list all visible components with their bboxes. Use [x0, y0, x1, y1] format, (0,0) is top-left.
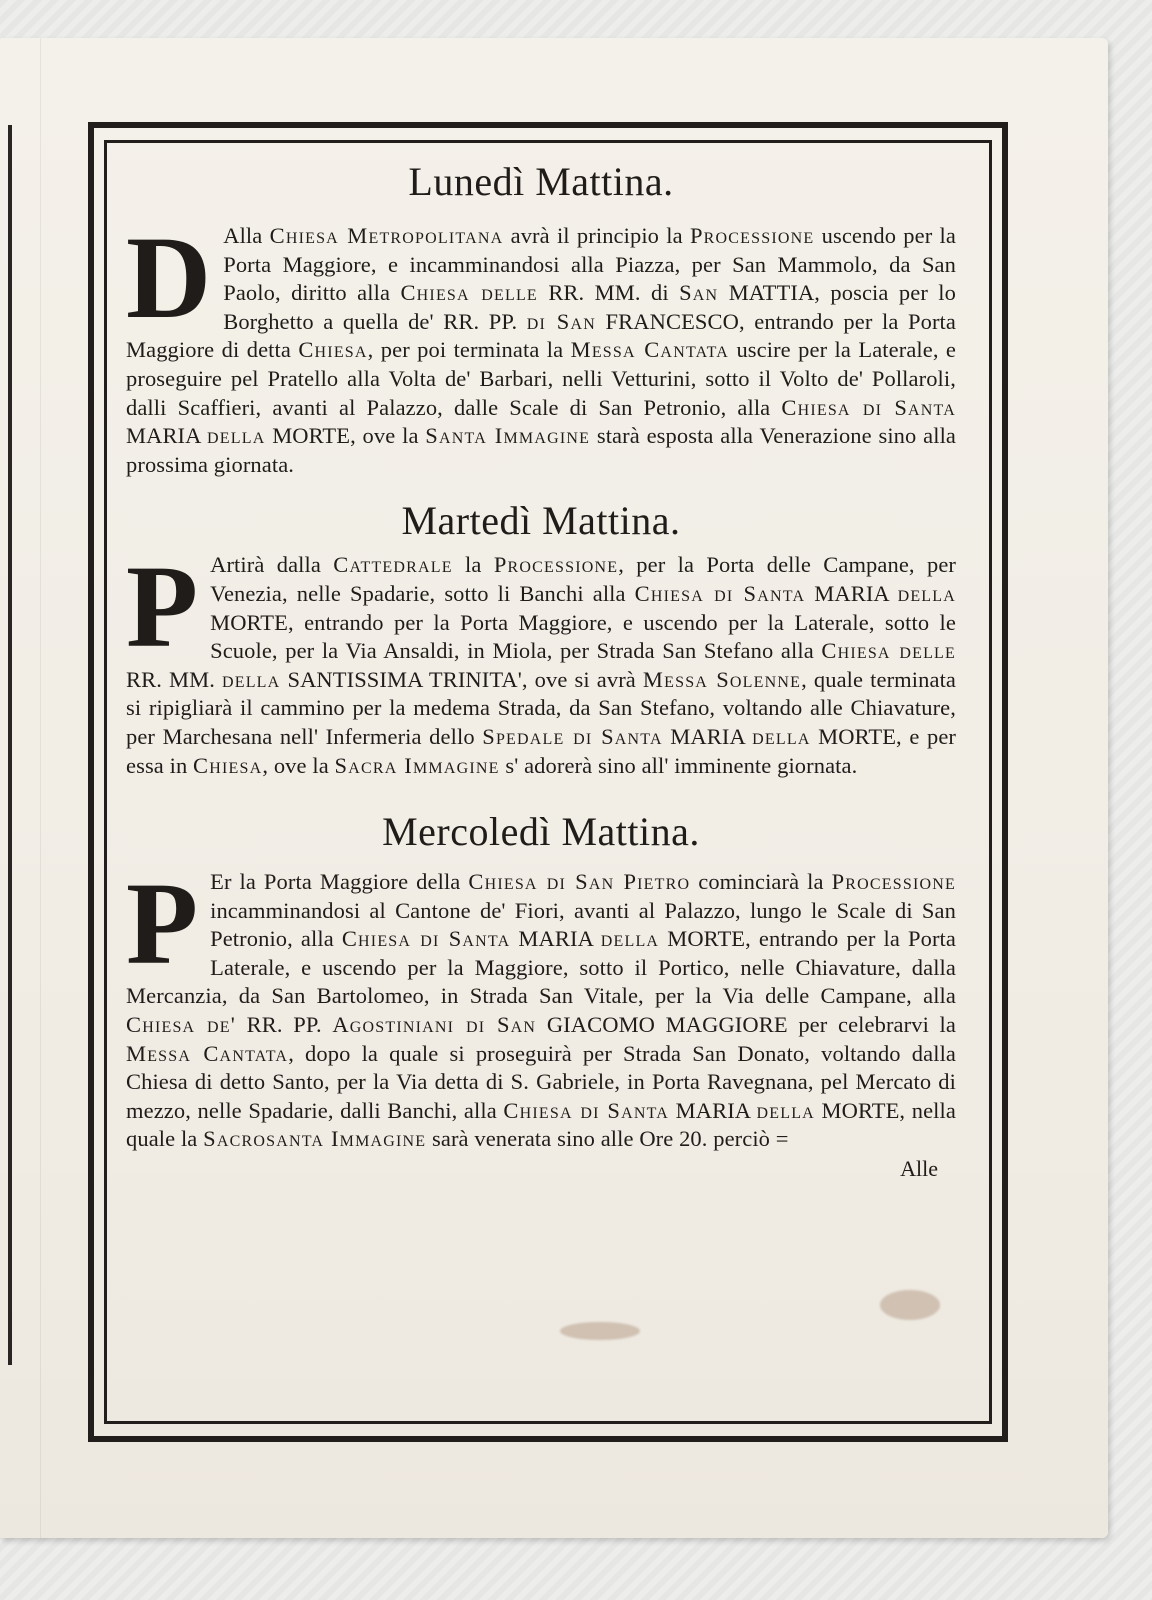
page-fold — [40, 38, 41, 1538]
section-title: Mercoledì Mattina. — [382, 809, 700, 855]
section-paragraph: Er la Porta Maggiore della Chiesa di San Pietro cominciarà la Processione incamminandosi al Cantone de' Fiori, avanti al Palazzo, lungo le Scale di San Petronio, alla Chiesa di Santa MARIA della MORTE, entrando per la Porta Laterale, e uscendo per la Maggiore, sotto il Portico, nelle Chiavature, dalla Mercanzia, da San Bartolomeo, in Strada San Vitale, per la Via delle Campane, alla Chiesa de' RR. PP. Agostiniani di San GIACOMO MAGGIORE per celebrarvi la Messa Cantata, dopo la quale si proseguirà per Strada San Donato, voltando dalla Chiesa di detto Santo, per la Via detta di S. Gabriele, in Porta Ravegnana, pel Mercato di mezzo, nelle Spadarie, dalli Banchi, alla Chiesa di Santa MARIA della MORTE, nella quale la Sacrosanta Immagine sarà venerata sino alle Ore 20. perciò = — [126, 869, 957, 1152]
section-title: Martedì Mattina. — [401, 498, 681, 544]
document-body — [126, 152, 956, 1186]
ink-stain — [880, 1290, 940, 1320]
drop-cap: P — [126, 858, 199, 990]
section-lunedi — [126, 160, 956, 479]
section-mercoledi — [126, 810, 956, 1186]
drop-cap: D — [126, 212, 212, 343]
ink-stain — [560, 1322, 640, 1340]
left-page-border-edge — [0, 125, 12, 1365]
catchword: Alle — [900, 1156, 938, 1182]
drop-cap: P — [126, 541, 199, 673]
section-martedi — [126, 499, 956, 780]
section-paragraph: Alla Chiesa Metropolitana avrà il principio la Processione uscendo per la Porta Maggiore, e incamminandosi alla Piazza, per San Mammolo, da San Paolo, diritto alla Chiesa delle RR. MM. di San MATTIA, poscia per lo Borghetto a quella de' RR. PP. di San FRANCESCO, entrando per la Porta Maggiore di detta Chiesa, per poi terminata la Messa Cantata uscire per la Laterale, e proseguire pel Pratello alla Volta de' Barbari, nelli Vetturini, sotto il Volto de' Pollaroli, dalli Scaffieri, avanti al Palazzo, dalle Scale di San Petronio, alla Chiesa di Santa MARIA della MORTE, ove la Santa Immagine starà esposta alla Venerazione sino alla prossima giornata. — [126, 223, 957, 477]
section-title: Lunedì Mattina. — [408, 159, 674, 204]
section-paragraph: Artirà dalla Cattedrale la Processione, per la Porta delle Campane, per Venezia, nelle Spadarie, sotto li Banchi alla Chiesa di Santa MARIA della MORTE, entrando per la Porta Maggiore, e uscendo per la Laterale, sotto le Scuole, per la Via Ansaldi, in Miola, per Strada San Stefano alla Chiesa delle RR. MM. della SANTISSIMA TRINITA', ove si avrà Messa Solenne, quale terminata si ripigliarà il cammino per la medema Strada, da San Stefano, voltando alle Chiavature, per Marchesana nell' Infermeria dello Spedale di Santa MARIA della MORTE, e per essa in Chiesa, ove la Sacra Immagine s' adorerà sino all' imminente giornata. — [126, 552, 957, 778]
